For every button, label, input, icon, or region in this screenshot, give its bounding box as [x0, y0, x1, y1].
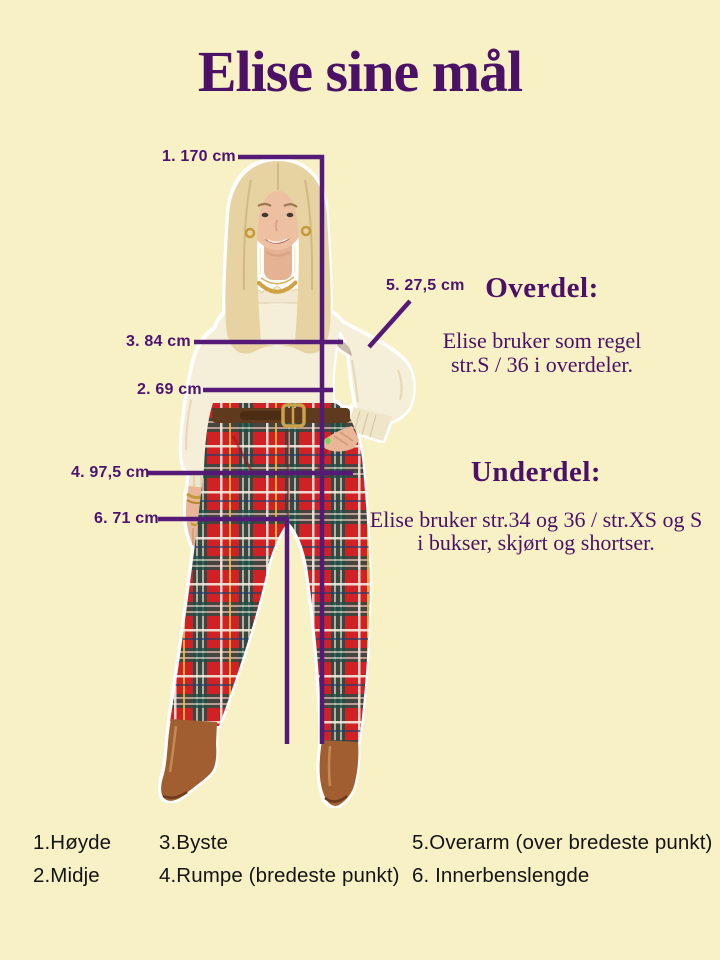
page-title: Elise sine mål — [197, 39, 523, 104]
legend-item-innerbenslengde: 6. Innerbenslengde — [412, 864, 590, 887]
overdel-section — [366, 272, 718, 377]
measurement-label-5: 5. 27,5 cm — [386, 277, 465, 294]
measurement-label-6: 6. 71 cm — [94, 510, 159, 527]
legend-item-hoyde: 1.Høyde — [33, 831, 112, 854]
underdel-section — [352, 456, 720, 554]
legend-item-byste: 3.Byste — [159, 831, 229, 854]
measurement-label-2: 2. 69 cm — [137, 381, 202, 398]
legend-item-overarm: 5.Overarm (over bredeste punkt) — [412, 831, 713, 854]
overdel-body-line1: Elise bruker som regel — [442, 328, 642, 353]
underdel-body-line2: i bukser, skjørt og shortser. — [417, 530, 655, 555]
overdel-body-line2: str.S / 36 i overdeler. — [450, 352, 634, 377]
measurement-label-4: 4. 97,5 cm — [71, 464, 150, 481]
overdel-heading: Overdel: — [485, 272, 599, 304]
overdel-body — [366, 329, 718, 377]
underdel-body-line1: Elise bruker str.34 og 36 / str.XS og S — [369, 507, 703, 532]
measurement-label-3: 3. 84 cm — [126, 333, 191, 350]
figure-belt — [212, 405, 350, 426]
legend-item-rumpe: 4.Rumpe (bredeste punkt) — [159, 864, 400, 887]
underdel-body — [352, 508, 720, 554]
legend-item-midje: 2.Midje — [33, 864, 100, 887]
underdel-heading: Underdel: — [470, 456, 602, 488]
measurement-label-1: 1. 170 cm — [162, 148, 236, 165]
